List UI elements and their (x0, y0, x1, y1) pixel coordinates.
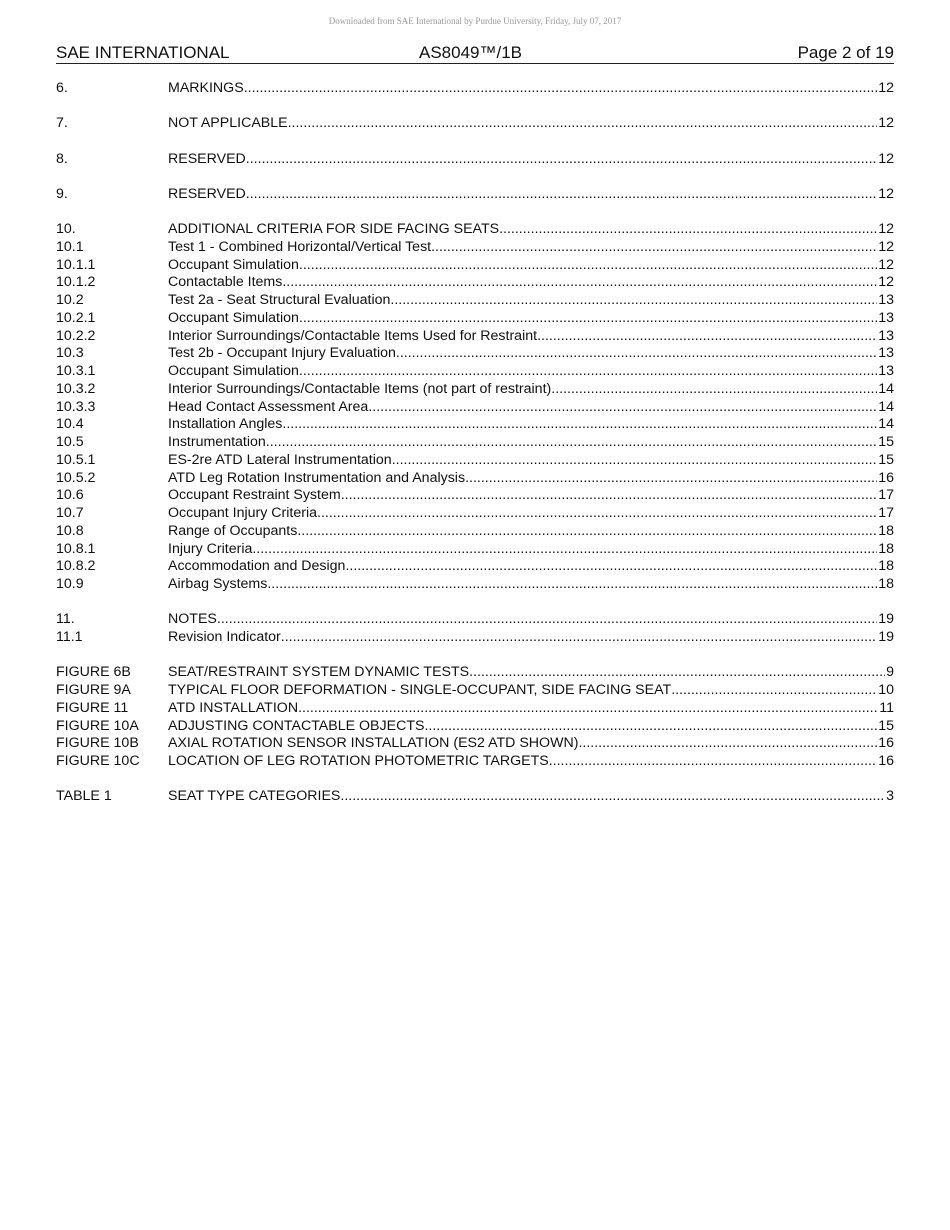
toc-entry-page: 15 (878, 434, 894, 450)
toc-entry-number: 10.3.3 (56, 398, 96, 415)
toc-entry[interactable] (56, 541, 894, 559)
toc-entry-page: 12 (878, 185, 894, 202)
dot-leader (244, 80, 878, 98)
dot-leader (298, 700, 878, 718)
toc-entry-line (168, 381, 894, 399)
toc-entry-number: 10.1 (56, 238, 84, 255)
toc-entry-line (168, 558, 894, 576)
toc-entry-page: 18 (878, 522, 894, 539)
toc-entry-page: 17 (878, 505, 894, 521)
toc-entry-title: Interior Surroundings/Contactable Items Used for Restraint (168, 327, 538, 344)
dot-leader (392, 452, 878, 470)
toc-entry-page: 3 (886, 788, 894, 805)
toc-entry-line (168, 576, 894, 594)
toc-entry-title: Test 2b - Occupant Injury Evaluation (168, 345, 396, 362)
page-number: Page 2 of 19 (797, 43, 894, 62)
toc-entry-page: 14 (878, 398, 894, 415)
toc-entry-page: 19 (878, 629, 894, 645)
toc-entry-page: 12 (878, 80, 894, 96)
toc-entry-line (168, 416, 894, 434)
toc-entry[interactable] (56, 470, 894, 488)
toc-entry-line (168, 328, 894, 346)
toc-entry[interactable] (56, 452, 894, 470)
toc-entry-line (168, 470, 894, 488)
dot-leader (299, 257, 877, 275)
toc-entry-number: 10.4 (56, 416, 84, 433)
toc-entry-title: Injury Criteria (168, 540, 253, 557)
toc-entry-number: 10.3.1 (56, 363, 96, 379)
toc-entry-line (168, 629, 894, 647)
toc-entry-page: 12 (878, 256, 894, 273)
toc-entry[interactable] (56, 257, 894, 275)
toc-entry[interactable] (56, 523, 894, 541)
toc-entry[interactable] (56, 416, 894, 434)
toc-entry-number: 10.2 (56, 292, 84, 308)
toc-entry-line (168, 505, 894, 523)
toc-entry-page: 13 (878, 292, 894, 308)
toc-entry-title: TYPICAL FLOOR DEFORMATION - SINGLE-OCCUPANT, SIDE FACING SEAT (168, 682, 672, 698)
toc-entry-page: 18 (878, 540, 894, 557)
toc-entry-page: 13 (878, 345, 894, 362)
toc-entry-title: ATD Leg Rotation Instrumentation and Analysis (168, 469, 466, 486)
toc-entry[interactable] (56, 221, 894, 239)
toc-entry-line (168, 274, 894, 292)
dot-leader (431, 239, 877, 257)
dot-leader (299, 310, 877, 328)
dot-leader (345, 558, 877, 576)
toc-entry[interactable] (56, 151, 894, 169)
toc-entry-title: Test 2a - Seat Structural Evaluation (168, 292, 391, 308)
toc-entry-number: 10.1.1 (56, 256, 96, 273)
toc-entry[interactable] (56, 505, 894, 523)
toc-entry-page: 15 (878, 717, 894, 734)
toc-entry-number: 10.3 (56, 345, 84, 362)
toc-entry-line (168, 788, 894, 806)
table-of-contents (56, 80, 894, 824)
toc-entry-page: 11 (879, 699, 894, 716)
toc-entry-line (168, 115, 894, 133)
toc-entry-line (168, 292, 894, 310)
toc-entry-title: Revision Indicator (168, 629, 281, 645)
toc-entry-page: 12 (878, 238, 894, 255)
toc-entry[interactable] (56, 381, 894, 399)
dot-leader (299, 363, 877, 381)
toc-entry-number: FIGURE 6B (56, 664, 131, 681)
dot-leader (390, 292, 877, 310)
toc-entry-number: 10.7 (56, 505, 84, 521)
toc-entry-number: FIGURE 10A (56, 717, 139, 734)
toc-entry[interactable] (56, 487, 894, 505)
toc-entry-number: 11.1 (56, 629, 83, 645)
toc-entry-title: MARKINGS (168, 80, 244, 96)
toc-entry-number: FIGURE 9A (56, 682, 131, 698)
toc-entry[interactable] (56, 186, 894, 204)
toc-entry-number: 10.8 (56, 522, 84, 539)
toc-section (56, 611, 894, 647)
toc-entry-page: 12 (878, 150, 894, 167)
toc-entry-title: Occupant Simulation (168, 256, 299, 273)
dot-leader (671, 682, 877, 700)
dot-leader (282, 274, 877, 292)
toc-entry-line (168, 363, 894, 381)
toc-entry-line (168, 399, 894, 417)
toc-entry[interactable] (56, 611, 894, 629)
toc-entry-title: Accommodation and Design (168, 558, 346, 575)
toc-entry-page: 9 (886, 664, 894, 681)
toc-entry-number: 9. (56, 185, 68, 202)
toc-entry[interactable] (56, 682, 894, 700)
dot-leader (465, 470, 877, 488)
toc-entry[interactable] (56, 629, 894, 647)
toc-entry-title: ES-2re ATD Lateral Instrumentation (168, 451, 392, 468)
toc-entry-title: Head Contact Assessment Area (168, 398, 369, 415)
toc-entry[interactable] (56, 115, 894, 133)
toc-entry-number: 8. (56, 150, 68, 167)
dot-leader (246, 186, 877, 204)
dot-leader (551, 381, 877, 399)
document-number: AS8049™/1B (419, 43, 523, 62)
toc-entry-title: RESERVED (168, 150, 246, 167)
toc-entry[interactable] (56, 664, 894, 682)
toc-entry-line (168, 718, 894, 736)
toc-entry-title: Occupant Simulation (168, 309, 299, 326)
toc-entry-number: 11. (56, 611, 75, 628)
toc-entry-number: 10.1.2 (56, 274, 96, 291)
dot-leader (499, 221, 877, 239)
toc-entry-line (168, 310, 894, 328)
toc-entry-page: 16 (878, 469, 894, 486)
toc-entry-number: 7. (56, 115, 68, 132)
toc-entry-page: 17 (878, 487, 894, 504)
dot-leader (537, 328, 877, 346)
toc-section (56, 151, 894, 169)
toc-entry-title: Airbag Systems (168, 576, 268, 592)
toc-entry[interactable] (56, 80, 894, 98)
toc-entry-title: LOCATION OF LEG ROTATION PHOTOMETRIC TARGETS (168, 753, 549, 769)
toc-entry-line (168, 753, 894, 771)
toc-entry-number: 10.9 (56, 576, 84, 592)
toc-entry-line (168, 452, 894, 470)
toc-entry-title: Installation Angles (168, 416, 283, 433)
toc-entry-number: 10.8.1 (56, 540, 96, 557)
toc-entry-number: 10.8.2 (56, 558, 96, 575)
toc-entry-page: 18 (878, 576, 894, 592)
toc-entry-page: 12 (878, 115, 894, 132)
toc-entry-line (168, 523, 894, 541)
dot-leader (469, 664, 885, 682)
toc-entry-title: NOTES (168, 611, 217, 628)
toc-entry-page: 12 (878, 221, 894, 237)
toc-entry-number: 10.2.2 (56, 327, 96, 344)
dot-leader (297, 523, 877, 541)
toc-entry-line (168, 221, 894, 239)
toc-entry-page: 13 (878, 363, 894, 379)
toc-entry[interactable] (56, 292, 894, 310)
toc-entry-page: 15 (878, 451, 894, 468)
toc-entry-line (168, 434, 894, 452)
toc-entry-page: 19 (878, 611, 894, 628)
toc-entry-number: 10.5.1 (56, 451, 96, 468)
dot-leader (424, 718, 877, 736)
toc-entry-line (168, 664, 894, 682)
toc-entry[interactable] (56, 558, 894, 576)
toc-entry-title: Test 1 - Combined Horizontal/Vertical Test (168, 238, 432, 255)
toc-entry[interactable] (56, 310, 894, 328)
toc-entry-number: 10.6 (56, 487, 84, 504)
toc-entry-title: Contactable Items (168, 274, 283, 291)
toc-entry[interactable] (56, 718, 894, 736)
toc-entry[interactable] (56, 399, 894, 417)
toc-entry[interactable] (56, 576, 894, 594)
toc-entry-line (168, 80, 894, 98)
toc-entry-title: SEAT/RESTRAINT SYSTEM DYNAMIC TESTS (168, 664, 470, 681)
toc-entry-page: 14 (878, 416, 894, 433)
toc-entry-title: Interior Surroundings/Contactable Items (not part of restraint) (168, 380, 552, 397)
toc-entry-number: 10.3.2 (56, 380, 96, 397)
toc-entry[interactable] (56, 363, 894, 381)
dot-leader (288, 115, 878, 133)
dot-leader (267, 576, 877, 594)
toc-section (56, 664, 894, 771)
toc-entry[interactable] (56, 345, 894, 363)
toc-section (56, 186, 894, 204)
toc-entry[interactable] (56, 735, 894, 753)
toc-entry-title: SEAT TYPE CATEGORIES (168, 788, 341, 805)
dot-leader (368, 399, 877, 417)
toc-entry-line (168, 541, 894, 559)
dot-leader (340, 788, 885, 806)
toc-entry-title: NOT APPLICABLE (168, 115, 288, 132)
toc-section (56, 80, 894, 98)
toc-entry-number: 10. (56, 221, 76, 237)
dot-leader (252, 541, 877, 559)
toc-entry-title: AXIAL ROTATION SENSOR INSTALLATION (ES2 ATD SHOWN) (168, 735, 579, 752)
dot-leader (396, 345, 877, 363)
publisher-name: SAE INTERNATIONAL (56, 43, 230, 62)
dot-leader (549, 753, 877, 771)
toc-entry[interactable] (56, 788, 894, 806)
toc-entry-page: 13 (878, 309, 894, 326)
toc-entry[interactable] (56, 434, 894, 452)
toc-entry-line (168, 700, 894, 718)
download-watermark: Downloaded from SAE International by Purdue University, Friday, July 07, 2017 (328, 16, 622, 26)
toc-entry-line (168, 257, 894, 275)
toc-entry-title: RESERVED (168, 185, 246, 202)
toc-entry[interactable] (56, 753, 894, 771)
dot-leader (217, 611, 877, 629)
toc-entry-title: ADJUSTING CONTACTABLE OBJECTS (168, 717, 425, 734)
toc-entry-line (168, 345, 894, 363)
dot-leader (578, 735, 877, 753)
toc-entry-title: Occupant Injury Criteria (168, 505, 318, 521)
toc-entry-title: Occupant Simulation (168, 363, 299, 379)
toc-entry[interactable] (56, 239, 894, 257)
toc-entry-title: Instrumentation (168, 434, 266, 450)
toc-entry-page: 14 (878, 380, 894, 397)
toc-entry[interactable] (56, 328, 894, 346)
toc-entry-number: TABLE 1 (56, 788, 112, 805)
toc-entry-number: 10.5 (56, 434, 84, 450)
toc-entry-number: FIGURE 10C (56, 753, 140, 769)
toc-section (56, 788, 894, 806)
toc-entry-page: 13 (878, 327, 894, 344)
toc-entry-title: ADDITIONAL CRITERIA FOR SIDE FACING SEATS (168, 221, 500, 237)
dot-leader (281, 629, 877, 647)
toc-entry-page: 18 (878, 558, 894, 575)
toc-entry-line (168, 611, 894, 629)
toc-entry-title: Occupant Restraint System (168, 487, 341, 504)
toc-entry[interactable] (56, 700, 894, 718)
toc-entry-line (168, 682, 894, 700)
toc-section (56, 221, 894, 594)
toc-entry-number: 6. (56, 80, 68, 96)
toc-entry-number: 10.2.1 (56, 309, 96, 326)
dot-leader (266, 434, 877, 452)
dot-leader (317, 505, 877, 523)
toc-section (56, 115, 894, 133)
toc-entry-line (168, 151, 894, 169)
toc-entry-number: FIGURE 10B (56, 735, 139, 752)
dot-leader (282, 416, 877, 434)
toc-entry-line (168, 239, 894, 257)
toc-entry-number: 10.5.2 (56, 469, 96, 486)
toc-entry-line (168, 735, 894, 753)
toc-entry-page: 16 (878, 735, 894, 752)
toc-entry-page: 10 (878, 682, 894, 698)
toc-entry-title: Range of Occupants (168, 522, 298, 539)
dot-leader (341, 487, 878, 505)
toc-entry-page: 12 (878, 274, 894, 291)
toc-entry[interactable] (56, 274, 894, 292)
toc-entry-line (168, 186, 894, 204)
dot-leader (246, 151, 877, 169)
toc-entry-line (168, 487, 894, 505)
toc-entry-page: 16 (878, 753, 894, 769)
toc-entry-title: ATD INSTALLATION (168, 699, 299, 716)
page-header (56, 43, 894, 64)
toc-entry-number: FIGURE 11 (56, 699, 129, 716)
